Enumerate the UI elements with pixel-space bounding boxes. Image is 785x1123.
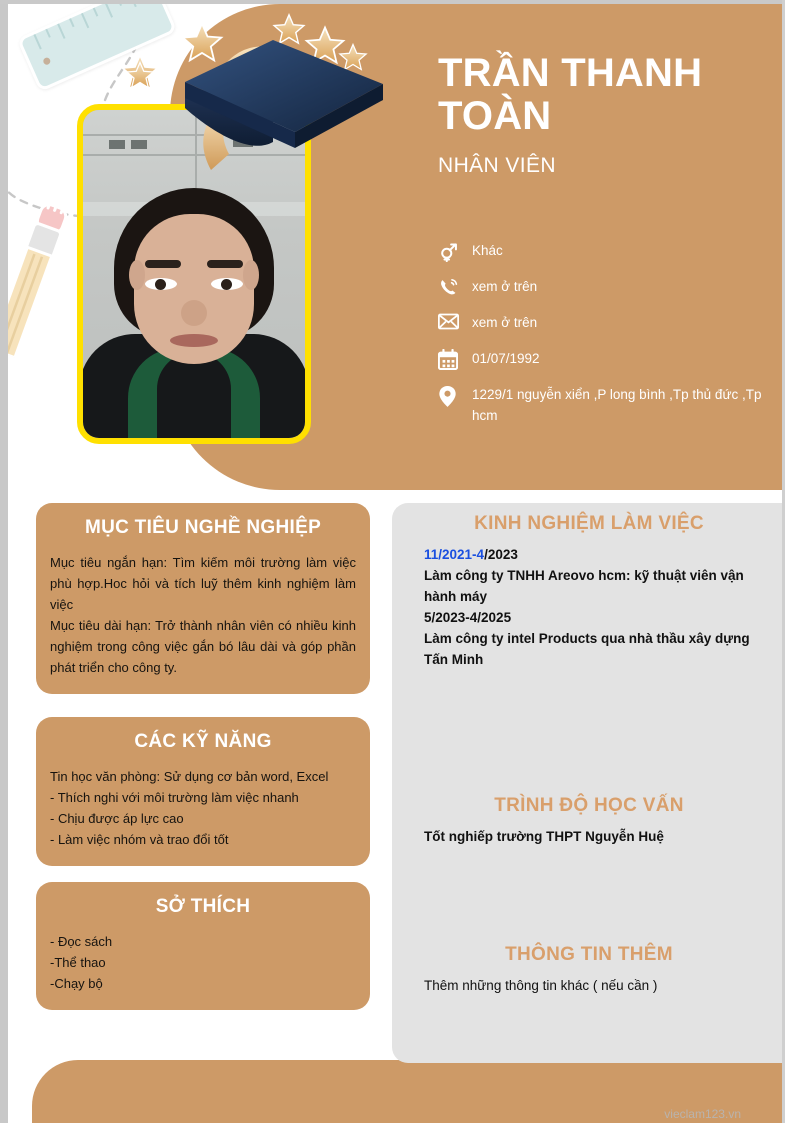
mail-icon (438, 312, 472, 330)
page-edge-left (0, 0, 8, 1123)
more-info-line: Thêm những thông tin khác ( nếu cần ) (424, 978, 658, 993)
watermark: vieclam123.vn (664, 1107, 741, 1121)
gender-icon (438, 240, 472, 262)
skill-line-4: - Làm việc nhóm và trao đổi tốt (50, 832, 229, 848)
experience-date-2: 5/2023-4/2025 (424, 609, 512, 625)
contact-value-birthdate: 01/07/1992 (472, 350, 540, 366)
phone-icon (438, 276, 472, 298)
section-education (424, 795, 754, 848)
section-title-experience: KINH NGHIỆM LÀM VIỆC (474, 513, 704, 534)
candidate-role: NHÂN VIÊN (438, 154, 556, 178)
objective-paragraph-1: Mục tiêu ngắn hạn: Tìm kiếm môi trường làm việc phù hợp.Hoc hỏi và tích luỹ thêm kinh nghiệm làm việc (50, 555, 356, 613)
header-text-block (438, 52, 778, 178)
contact-row-phone (438, 276, 778, 298)
section-work-experience (424, 513, 754, 671)
experience-entry-1: Làm công ty TNHH Areovo hcm: kỹ thuật viên vận hành máy (424, 567, 744, 604)
skill-line-1: Tin học văn phòng: Sử dụng cơ bản word, Excel (50, 769, 329, 784)
contact-value-email: xem ở trên (472, 315, 538, 330)
card-title-objective: MỤC TIÊU NGHỀ NGHIỆP (84, 517, 322, 538)
hobby-line-3: -Chạy bộ (50, 976, 103, 992)
card-title-skills: CÁC KỸ NĂNG (134, 731, 272, 752)
contact-row-email (438, 312, 778, 334)
calendar-icon (438, 348, 472, 370)
section-more-info (424, 944, 754, 997)
contact-row-gender (438, 240, 778, 262)
contact-row-address (438, 384, 778, 427)
pencil-decoration (0, 196, 76, 360)
experience-date-1 (424, 545, 754, 566)
contact-value-phone: xem ở trên (472, 279, 538, 294)
skill-line-3: - Chịu được áp lực cao (50, 811, 184, 827)
graduation-cap-decoration (155, 22, 385, 172)
experience-date-1-blue: 11/2021-4 (424, 547, 485, 562)
card-career-objective (36, 503, 370, 694)
experience-entry-2: Làm công ty intel Products qua nhà thầu xây dựng Tấn Minh (424, 630, 750, 667)
right-panel (392, 503, 785, 1063)
skill-line-2: - Thích nghi với môi trường làm việc nhanh (50, 790, 299, 806)
education-line: Tốt nghiếp trường THPT Nguyễn Huệ (424, 829, 664, 844)
hobby-line-2: -Thể thao (50, 955, 106, 971)
section-title-education: TRÌNH ĐỘ HỌC VẤN (494, 795, 684, 816)
page-edge-top (0, 0, 785, 4)
section-title-more-info: THÔNG TIN THÊM (505, 944, 673, 965)
objective-paragraph-2: Mục tiêu dài hạn: Trở thành nhân viên có nhiều kinh nghiệm trong công việc gắn bó lâu dài và góp phần phát triển cho công ty. (50, 618, 356, 676)
contact-row-birthdate (438, 348, 778, 370)
star-decoration (125, 60, 155, 90)
card-hobbies (36, 882, 370, 1010)
location-icon (438, 384, 472, 408)
hobby-line-1: - Đọc sách (50, 934, 113, 949)
contact-list (438, 240, 778, 441)
experience-date-1-rest: /2023 (484, 547, 518, 562)
candidate-name: TRẦN THANH TOÀN (438, 51, 703, 139)
card-skills (36, 717, 370, 866)
card-title-hobbies: SỞ THÍCH (155, 896, 251, 917)
contact-value-gender: Khác (472, 243, 503, 258)
contact-value-address: 1229/1 nguyễn xiển ,P long bình ,Tp thủ đức ,Tp hcm (472, 386, 762, 423)
